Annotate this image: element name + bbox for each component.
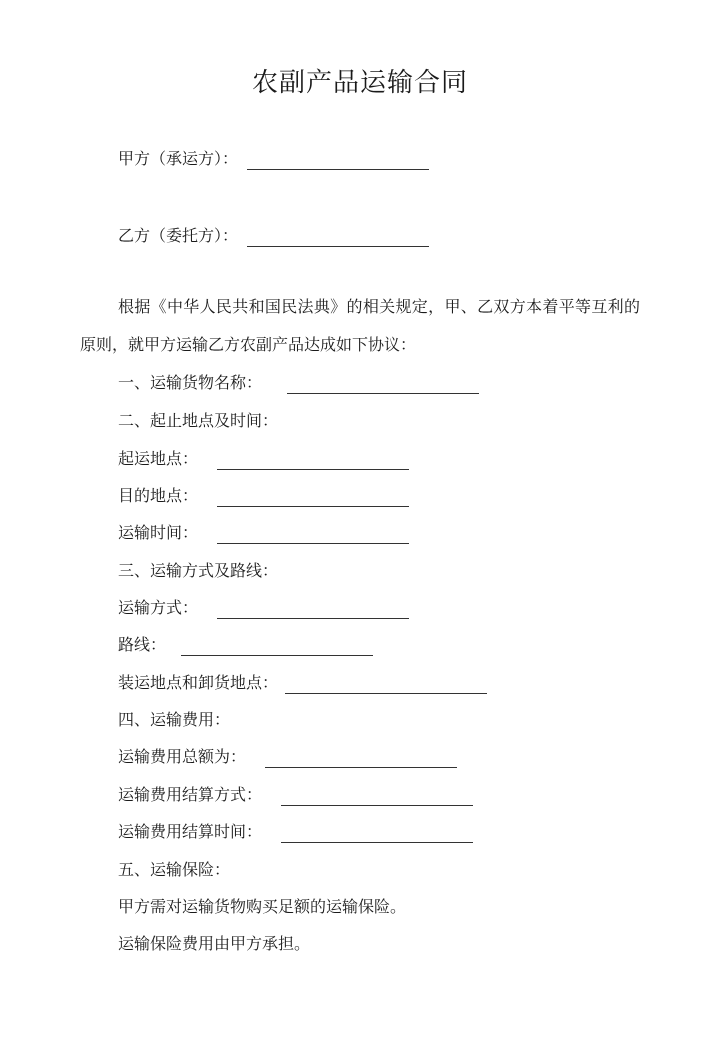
route-blank[interactable] xyxy=(181,639,373,656)
fee-time-label: 运输费用结算时间： xyxy=(118,822,263,841)
insurance-clause-1: 甲方需对运输货物购买足额的运输保险。 xyxy=(118,897,407,916)
fee-total-label: 运输费用总额为： xyxy=(118,747,247,766)
start-place-label: 起运地点： xyxy=(118,449,199,468)
party-b-line xyxy=(118,225,429,247)
fee-total-line xyxy=(118,746,457,768)
goods-name-line xyxy=(118,372,479,394)
dest-place-blank[interactable] xyxy=(217,490,409,507)
fee-method-blank[interactable] xyxy=(281,789,473,806)
party-a-line xyxy=(118,148,429,170)
fee-method-label: 运输费用结算方式： xyxy=(118,785,263,804)
load-unload-blank[interactable] xyxy=(285,677,487,694)
goods-name-blank[interactable] xyxy=(287,377,479,394)
transport-time-line xyxy=(118,522,409,544)
transport-time-blank[interactable] xyxy=(217,527,409,544)
fee-time-blank[interactable] xyxy=(281,826,473,843)
load-unload-line xyxy=(118,672,487,694)
section-5-heading: 五、运输保险： xyxy=(118,860,231,879)
section-4-heading: 四、运输费用： xyxy=(118,710,231,729)
party-a-label: 甲方（承运方）： xyxy=(118,149,239,168)
party-a-blank[interactable] xyxy=(247,153,429,170)
intro-paragraph: 根据《中华人民共和国民法典》的相关规定，甲、乙双方本着平等互利的原则，就甲方运输乙方农副产品达成如下协议： xyxy=(80,297,640,354)
fee-total-blank[interactable] xyxy=(265,751,457,768)
dest-place-line xyxy=(118,485,409,507)
transport-time-label: 运输时间： xyxy=(118,523,199,542)
transport-method-blank[interactable] xyxy=(217,602,409,619)
route-label: 路线： xyxy=(118,635,167,654)
insurance-clause-2: 运输保险费用由甲方承担。 xyxy=(118,934,311,953)
fee-method-line xyxy=(118,784,473,806)
transport-method-label: 运输方式： xyxy=(118,598,199,617)
document-title: 农副产品运输合同 xyxy=(251,68,468,98)
start-place-line xyxy=(118,448,409,470)
fee-time-line xyxy=(118,821,473,843)
section-3-heading: 三、运输方式及路线： xyxy=(118,561,279,580)
party-b-blank[interactable] xyxy=(247,230,429,247)
section-1-heading: 一、运输货物名称： xyxy=(118,373,263,392)
section-2-heading: 二、起止地点及时间： xyxy=(118,411,279,430)
route-line xyxy=(118,634,373,656)
transport-method-line xyxy=(118,597,409,619)
party-b-label: 乙方（委托方）： xyxy=(118,226,239,245)
dest-place-label: 目的地点： xyxy=(118,486,199,505)
start-place-blank[interactable] xyxy=(217,453,409,470)
load-unload-label: 装运地点和卸货地点： xyxy=(118,673,279,692)
